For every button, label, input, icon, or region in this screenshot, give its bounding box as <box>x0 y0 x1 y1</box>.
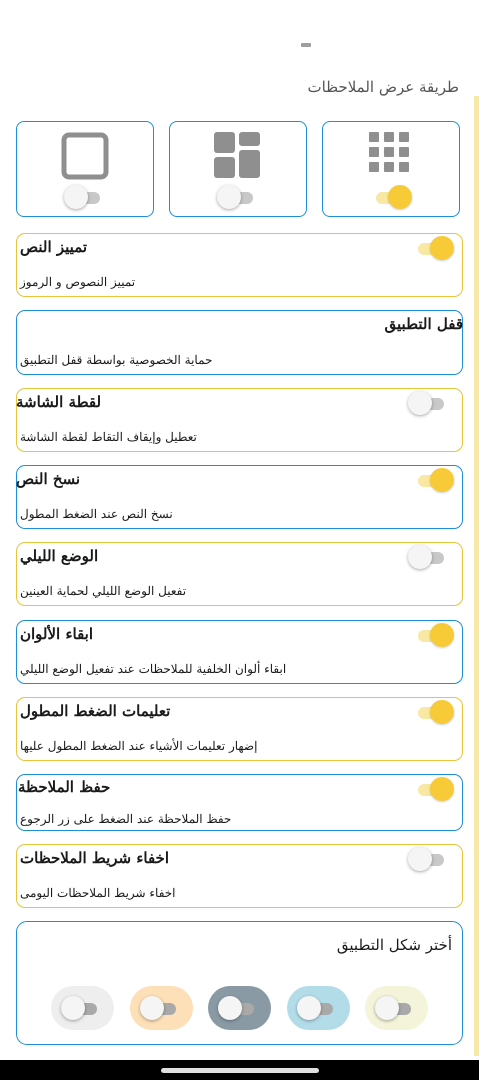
keep-colors-toggle[interactable] <box>412 622 454 648</box>
setting-screenshot[interactable] <box>16 388 463 452</box>
theme-swatch-toggle[interactable] <box>61 995 103 1021</box>
theme-swatch-toggle[interactable] <box>140 995 182 1021</box>
setting-title: لقطة الشاشة <box>16 393 102 411</box>
setting-save-note[interactable] <box>16 774 463 831</box>
single-note-icon <box>61 132 109 180</box>
setting-night-mode[interactable] <box>16 542 463 606</box>
night-mode-toggle[interactable] <box>408 544 450 570</box>
view-mode-grid-toggle[interactable] <box>370 184 412 210</box>
setting-subtitle: تفعيل الوضع الليلي لحماية العينين <box>20 584 187 598</box>
setting-subtitle: تمييز النصوص و الرموز <box>20 275 136 289</box>
setting-title: قفل التطبيق <box>384 315 463 333</box>
theme-swatch-cream[interactable] <box>365 986 428 1030</box>
theme-swatch-light-gray[interactable] <box>51 986 114 1030</box>
setting-subtitle: حماية الخصوصية بواسطة قفل التطبيق <box>20 353 213 367</box>
screenshot-toggle[interactable] <box>408 390 450 416</box>
view-mode-single[interactable] <box>16 121 154 217</box>
theme-swatch-light-blue[interactable] <box>287 986 350 1030</box>
view-mode-staggered-toggle[interactable] <box>217 184 259 210</box>
setting-keep-colors[interactable] <box>16 620 463 684</box>
scroll-edge-indicator <box>474 96 479 1056</box>
save-note-toggle[interactable] <box>412 776 454 802</box>
setting-subtitle: حفظ الملاحظة عند الضغط على زر الرجوع <box>20 812 232 826</box>
setting-title: اخفاء شريط الملاحظات <box>20 849 169 867</box>
setting-subtitle: إضهار تعليمات الأشياء عند الضغط المطول عليها <box>20 739 258 753</box>
highlight-text-toggle[interactable] <box>412 235 454 261</box>
copy-text-toggle[interactable] <box>412 467 454 493</box>
drag-handle <box>301 43 311 47</box>
setting-hide-notes-bar[interactable] <box>16 844 463 908</box>
setting-subtitle: اخفاء شريط الملاحظات اليومى <box>20 886 176 900</box>
setting-title: حفظ الملاحظة <box>18 778 111 796</box>
view-mode-single-toggle[interactable] <box>64 184 106 210</box>
staggered-grid-icon <box>214 132 262 180</box>
setting-app-lock[interactable] <box>16 310 463 375</box>
long-press-hints-toggle[interactable] <box>412 699 454 725</box>
setting-highlight-text[interactable] <box>16 233 463 297</box>
setting-title: نسخ النص <box>16 470 81 488</box>
section-title: طريقة عرض الملاحظات <box>307 78 459 96</box>
view-mode-staggered[interactable] <box>169 121 307 217</box>
theme-swatch-slate[interactable] <box>208 986 271 1030</box>
setting-title: الوضع الليلي <box>20 547 99 565</box>
setting-subtitle: نسخ النص عند الضغط المطول <box>20 507 173 521</box>
theme-swatch-toggle[interactable] <box>375 995 417 1021</box>
grid-icon <box>369 132 413 176</box>
home-gesture-pill[interactable] <box>161 1068 319 1073</box>
setting-title: تعليمات الضغط المطول <box>20 702 171 720</box>
theme-title: أختر شكل التطبيق <box>336 936 452 954</box>
hide-notes-bar-toggle[interactable] <box>408 846 450 872</box>
setting-subtitle: تعطيل وإيقاف التقاط لقطة الشاشة <box>20 430 197 444</box>
theme-swatch-toggle[interactable] <box>218 995 260 1021</box>
view-mode-grid[interactable] <box>322 121 460 217</box>
setting-title: ابقاء الألوان <box>20 625 94 643</box>
setting-title: تمييز النص <box>20 238 88 256</box>
setting-long-press-hints[interactable] <box>16 697 463 761</box>
theme-swatch-peach[interactable] <box>130 986 193 1030</box>
setting-copy-text[interactable] <box>16 465 463 529</box>
setting-subtitle: ابقاء ألوان الخلفية للملاحظات عند تفعيل الوضع الليلي <box>20 662 287 676</box>
theme-swatch-toggle[interactable] <box>297 995 339 1021</box>
theme-picker <box>16 921 463 1045</box>
